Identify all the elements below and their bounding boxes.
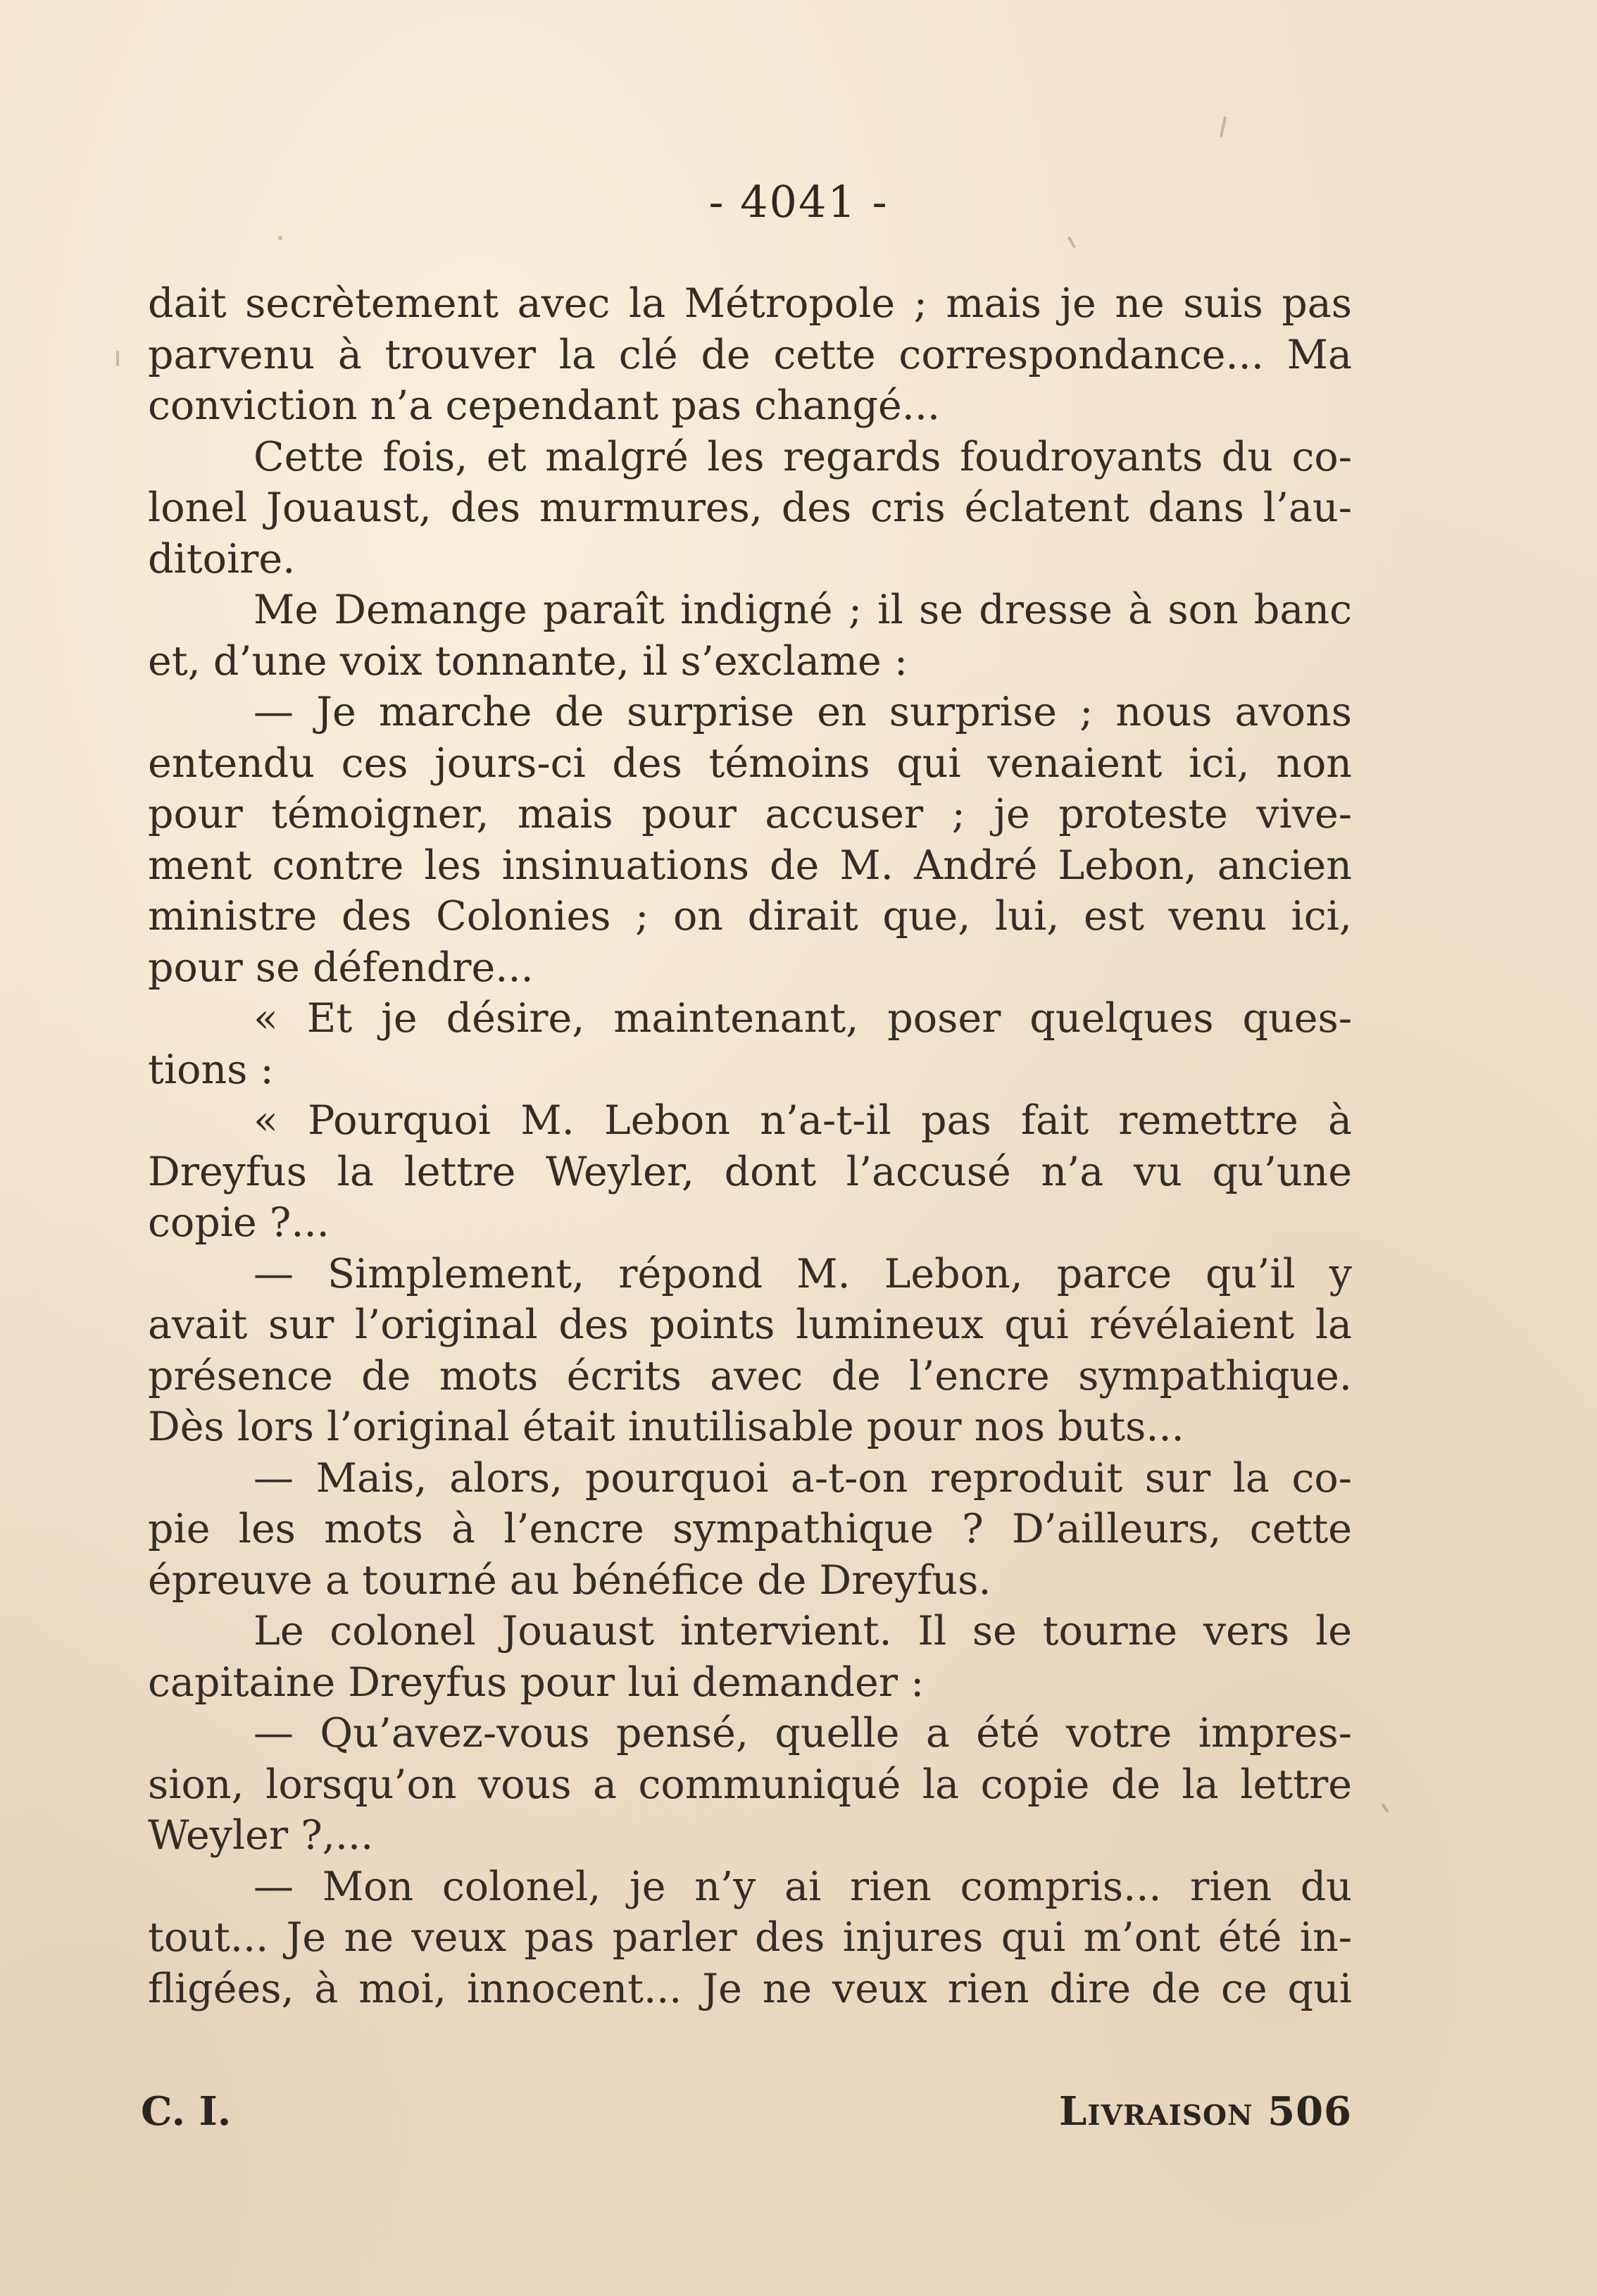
ink-speck — [1067, 236, 1076, 249]
ink-speck — [278, 236, 282, 240]
text-line: entendu ces jours-ci des témoins qui venaient ici, non — [148, 740, 1352, 787]
body-text — [148, 278, 1352, 2014]
text-line: ment contre les insinuations de M. André Lebon, ancien — [148, 842, 1352, 889]
text-line: ditoire. — [148, 535, 296, 582]
text-line: conviction n’a cependant pas changé... — [148, 382, 941, 429]
text-line: — Mais, alors, pourquoi a-t-on reproduit sur la co- — [253, 1454, 1352, 1502]
text-line: pie les mots à l’encre sympathique ? D’ailleurs, cette — [148, 1506, 1352, 1552]
text-line: avait sur l’original des points lumineux qui révélaient la — [148, 1302, 1352, 1348]
text-line: — Je marche de surprise en surprise ; nous avons — [253, 689, 1352, 735]
ink-speck — [1381, 1803, 1389, 1813]
ink-smudge — [1220, 116, 1227, 137]
text-line: capitaine Dreyfus pour lui demander : — [148, 1659, 925, 1706]
text-line: « Pourquoi M. Lebon n’a-t-il pas fait remettre à — [253, 1097, 1352, 1144]
text-line: ministre des Colonies ; on dirait que, lui, est venu ici, — [148, 893, 1352, 940]
ink-speck — [116, 351, 119, 366]
signature-mark: C. I. — [141, 2088, 232, 2135]
text-line: — Mon colonel, je n’y ai rien compris... rien du — [253, 1863, 1352, 1910]
text-line: lonel Jouaust, des murmures, des cris éclatent dans l’au- — [148, 485, 1352, 531]
text-line: Weyler ?,... — [148, 1812, 374, 1859]
text-line: dait secrètement avec la Métropole ; mais je ne suis pas — [148, 280, 1352, 327]
text-line: Me Demange paraît indigné ; il se dresse à son banc — [253, 587, 1352, 633]
text-line: présence de mots écrits avec de l’encre sympathique. — [148, 1352, 1352, 1399]
text-line: parvenu à trouver la clé de cette correspondance... Ma — [148, 331, 1352, 378]
page-footer — [141, 2088, 1352, 2145]
text-line: Dès lors l’original était inutilisable pour nos buts... — [148, 1404, 1184, 1450]
text-line: pour témoigner, mais pour accuser ; je proteste vive- — [148, 791, 1352, 837]
text-line: Dreyfus la lettre Weyler, dont l’accusé n’a vu qu’une — [148, 1148, 1352, 1195]
text-line: fligées, à moi, innocent... Je ne veux rien dire de ce qui — [148, 1965, 1352, 2012]
text-line: Le colonel Jouaust intervient. Il se tourne vers le — [253, 1608, 1352, 1654]
text-line: « Et je désire, maintenant, poser quelques ques- — [253, 995, 1352, 1042]
text-line: tions : — [148, 1046, 274, 1093]
text-line: pour se défendre... — [148, 944, 534, 991]
text-line: épreuve a tourné au bénéfice de Dreyfus. — [148, 1556, 991, 1604]
text-line: sion, lorsqu’on vous a communiqué la copie de la lettre — [148, 1761, 1352, 1808]
text-line: Cette fois, et malgré les regards foudroyants du co- — [253, 433, 1352, 480]
text-line: et, d’une voix tonnante, il s’exclame : — [148, 637, 908, 685]
text-line: tout... Je ne veux pas parler des injures qui m’ont été in- — [148, 1914, 1352, 1961]
text-line: — Simplement, répond M. Lebon, parce qu’il y — [253, 1250, 1352, 1297]
page-number: - 4041 - — [708, 176, 889, 227]
text-line: copie ?... — [148, 1199, 330, 1246]
issue-label: Livraison 506 — [1059, 2088, 1352, 2135]
text-line: — Qu’avez-vous pensé, quelle a été votre impres- — [253, 1710, 1352, 1757]
